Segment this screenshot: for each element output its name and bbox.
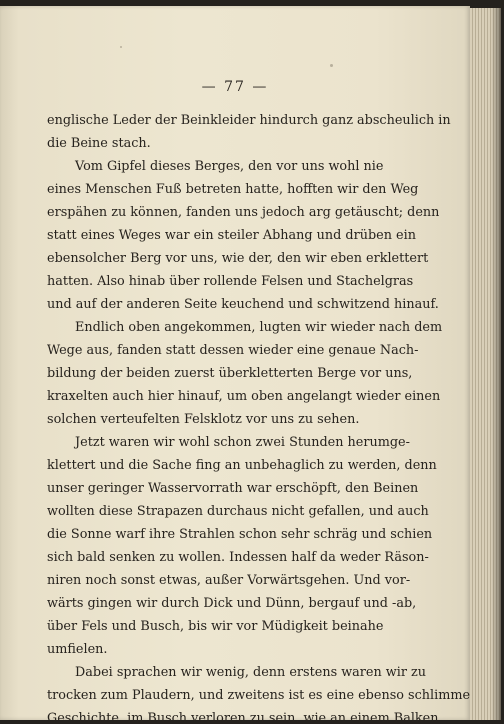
text-line: klettert und die Sache fing an unbehaglich zu werden, denn [47,458,437,473]
text-line: trocken zum Plaudern, und zweitens ist es eine ebenso schlimme [47,688,471,703]
text-line: statt eines Weges war ein steiler Abhang und drüben ein [47,228,416,243]
text-line: Geschichte, im Busch verloren zu sein, wie an einem Balken [47,711,439,724]
text-line: über Fels und Busch, bis wir vor Müdigkeit beinahe [47,619,384,634]
text-line: ebensolcher Berg vor uns, wie der, den wir eben erklettert [47,251,429,266]
text-line: niren noch sonst etwas, außer Vorwärtsgehen. Und vor- [47,573,411,588]
text-line: eines Menschen Fuß betreten hatte, hofften wir den Weg [47,182,419,197]
text-line: kraxelten auch hier hinauf, um oben angelangt wieder einen [47,389,441,404]
page-number: — 77 — [201,79,269,95]
text-line: unser geringer Wasservorrath war erschöpft, den Beinen [47,481,419,496]
text-line: und auf der anderen Seite keuchend und schwitzend hinauf. [47,297,439,312]
text-line: die Beine stach. [47,136,151,151]
text-line: solchen verteufelten Felsklotz vor uns zu sehen. [47,412,360,427]
book-page [0,6,471,724]
text-line: die Sonne warf ihre Strahlen schon sehr schräg und schien [47,527,433,542]
text-line: Wege aus, fanden statt dessen wieder eine genaue Nach- [47,343,419,358]
paper-speck [330,64,333,67]
text-line: Vom Gipfel dieses Berges, den vor uns wohl nie [75,159,384,174]
text-line: erspähen zu können, fanden uns jedoch arg getäuscht; denn [47,205,440,220]
text-line: sich bald senken zu wollen. Indessen half da weder Räson- [47,550,429,565]
paper-speck [120,46,122,48]
text-line: Dabei sprachen wir wenig, denn erstens waren wir zu [75,665,426,680]
text-line: hatten. Also hinab über rollende Felsen und Stachelgras [47,274,414,289]
paper-speck [220,696,222,698]
text-line: wollten diese Strapazen durchaus nicht gefallen, und auch [47,504,429,519]
text-line: umfielen. [47,642,108,657]
page-stack-edge [470,8,501,720]
page-stack-shadow [491,8,500,720]
body-text [47,109,471,724]
text-line: Endlich oben angekommen, lugten wir wieder nach dem [75,320,443,335]
text-line: Jetzt waren wir wohl schon zwei Stunden herumge- [75,435,410,450]
text-line: wärts gingen wir durch Dick und Dünn, bergauf und -ab, [47,596,417,611]
text-line: bildung der beiden zuerst überkletterten Berge vor uns, [47,366,413,381]
text-line: englische Leder der Beinkleider hindurch ganz abscheulich in [47,113,451,128]
